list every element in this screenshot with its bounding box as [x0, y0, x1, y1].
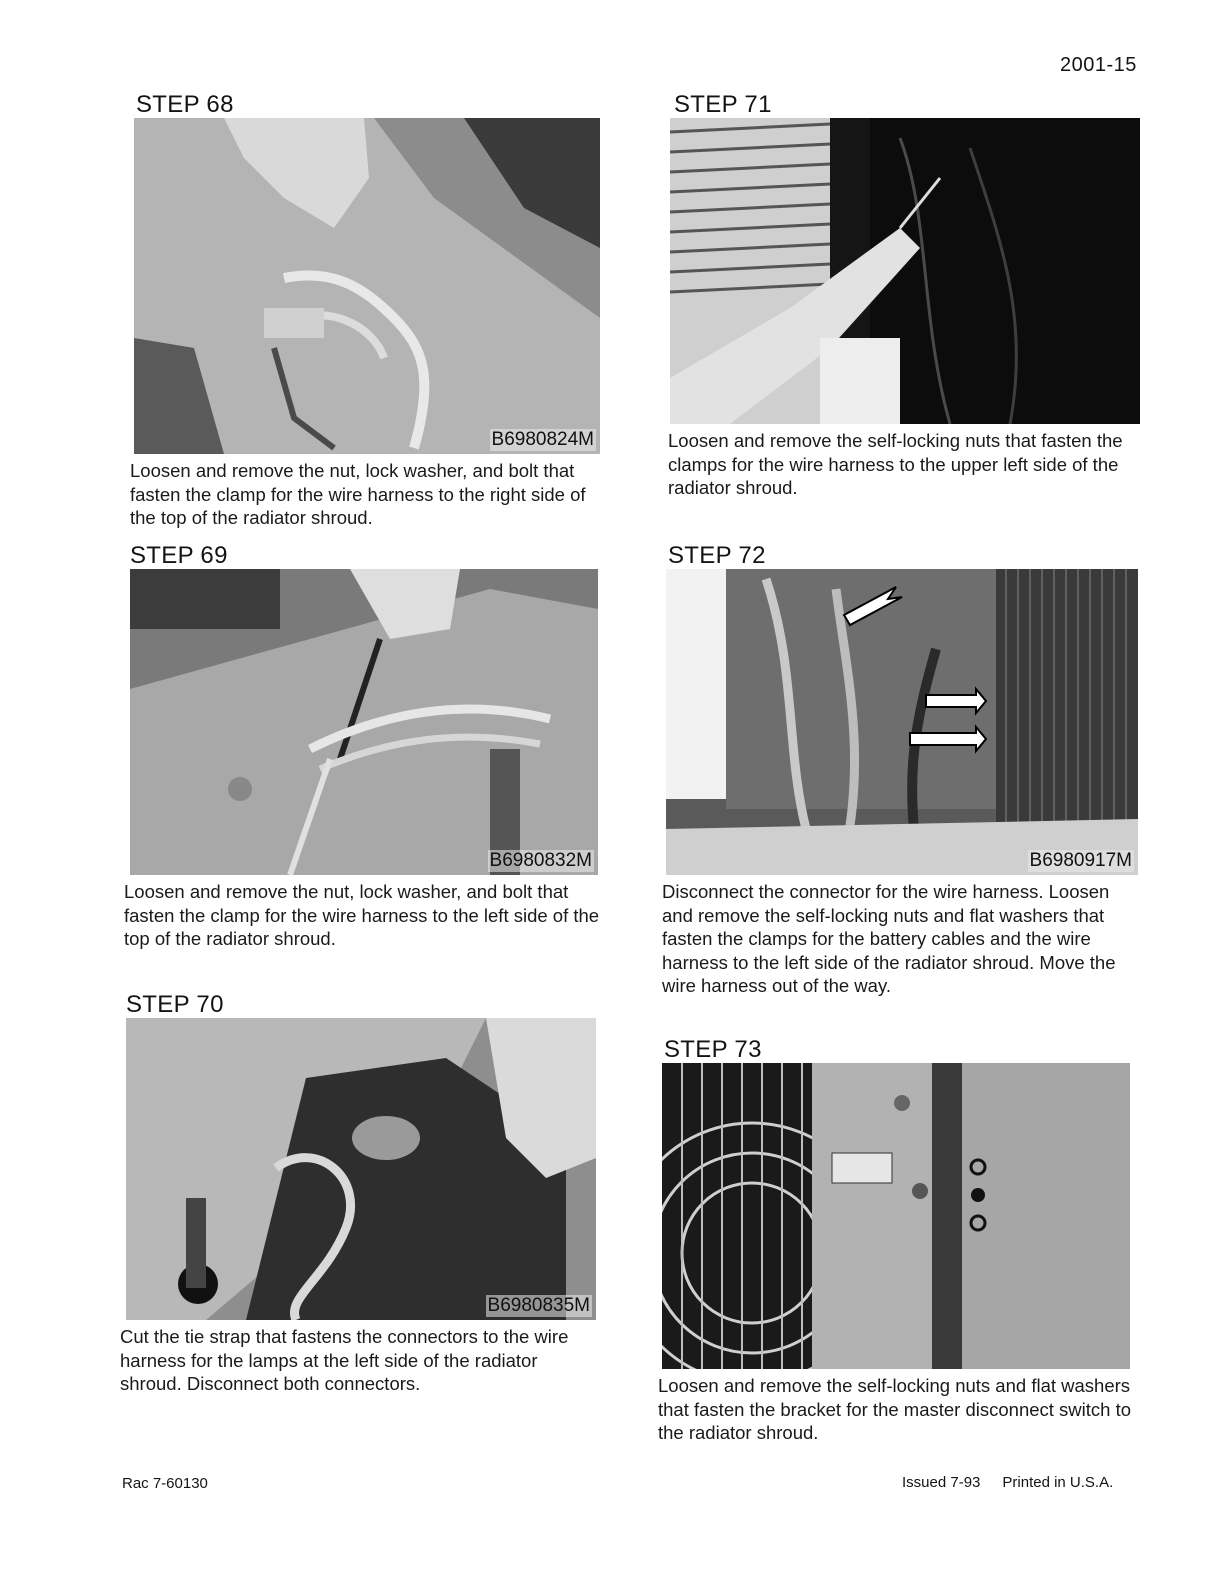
- photo-code: B6980832M: [489, 850, 592, 871]
- footer-issued: Issued 7-93: [902, 1474, 981, 1491]
- step-caption: Loosen and remove the self-locking nuts that fasten the clamps for the wire harness to the upper left side of the radiator shroud.: [668, 430, 1123, 498]
- footer-document-number: Rac 7-60130: [122, 1475, 208, 1492]
- photo-code: B6980835M: [487, 1295, 590, 1316]
- step-caption: Loosen and remove the nut, lock washer, and bolt that fasten the clamp for the wire harness to the right side of the top of the radiator shroud.: [130, 460, 586, 528]
- step-caption: Cut the tie strap that fastens the connectors to the wire harness for the lamps at the left side of the radiator shroud. Disconnect both connectors.: [120, 1326, 569, 1394]
- step-caption: Disconnect the connector for the wire harness. Loosen and remove the self-locking nuts and flat washers that fasten the clamps for the battery cables and the wire harness to the left side of the radiator shroud. Move the wire harness out of the way.: [662, 881, 1116, 996]
- step-69: [124, 543, 600, 951]
- step-photo: [134, 118, 600, 454]
- step-70: [120, 992, 596, 1396]
- step-heading: STEP 70: [126, 991, 224, 1018]
- step-caption: Loosen and remove the nut, lock washer, and bolt that fasten the clamp for the wire harness to the left side of the top of the radiator shroud.: [124, 881, 600, 949]
- page-number: 2001-15: [1060, 54, 1137, 76]
- step-photo: [666, 569, 1138, 875]
- step-heading: STEP 69: [130, 542, 228, 569]
- step-heading: STEP 71: [674, 91, 772, 118]
- step-heading: STEP 68: [136, 91, 234, 118]
- photo-code: B6980824M: [491, 429, 594, 450]
- step-photo: [130, 569, 598, 875]
- photo-code: B6980917M: [1029, 850, 1132, 871]
- step-photo: [670, 118, 1140, 424]
- step-68: [130, 92, 602, 530]
- footer-issue-info: [902, 1474, 1113, 1491]
- step-photo: [662, 1063, 1130, 1369]
- step-72: [662, 543, 1138, 998]
- step-73: [658, 1037, 1134, 1445]
- step-caption: Loosen and remove the self-locking nuts and flat washers that fasten the bracket for the master disconnect switch to the radiator shroud.: [658, 1375, 1132, 1443]
- step-heading: STEP 73: [664, 1036, 762, 1063]
- footer-printed: Printed in U.S.A.: [1002, 1474, 1114, 1491]
- step-71: [668, 92, 1140, 500]
- step-photo: [126, 1018, 596, 1320]
- step-heading: STEP 72: [668, 542, 766, 569]
